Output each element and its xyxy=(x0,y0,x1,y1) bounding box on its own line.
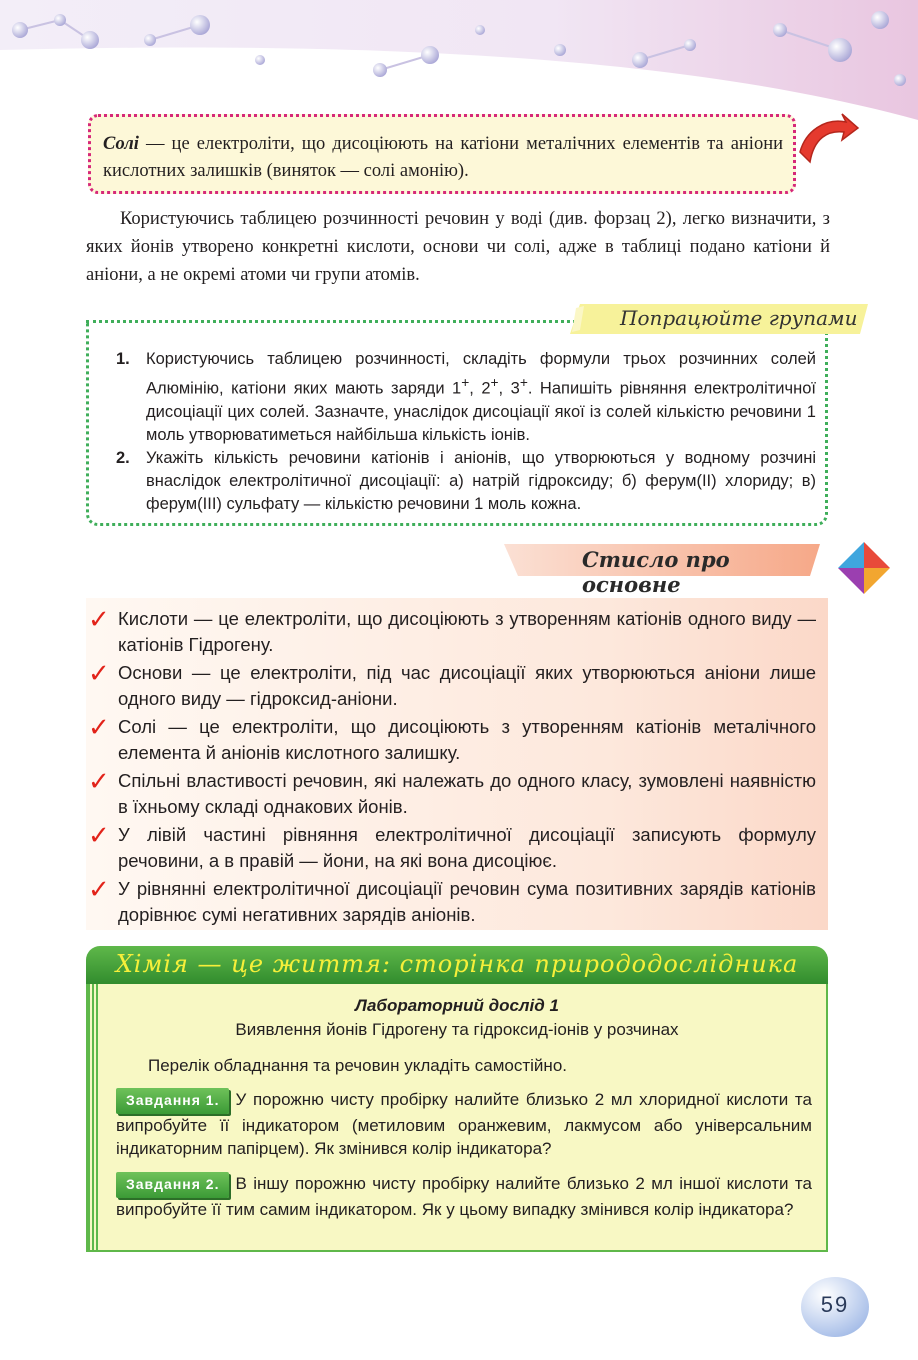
lab-task-1: Завдання 1. У порожню чисту пробірку налийте близько 2 мл хлоридної кислоти та випробуйте її індикатором (метиловим оранжевим, лакмусом або універсальним індикаторним папірцем). Як змінився колір індикатора? xyxy=(116,1090,812,1158)
list-item: 2. Укажіть кількість речовини катіонів і аніонів, що утворюються у водному розчині внаслідок електролітичної дисоціації: а) натрій гідроксиду; б) ферум(ІІ) хлориду; в) ферум(ІІІ) сульфату — кількістю речовини 1 моль кожна. xyxy=(116,448,816,513)
list-item: 1. Користуючись таблицею розчинності, складіть формули трьох розчинних солей Алюмінію, катіони яких мають заряди 1+, 2+, 3+. Напишіть рівняння електролітичної дисоціації цих солей. Зазначте, унаслідок дисоціації якої із солей кількістю речовини 1 моль утворюватиметься найбільша кількість іонів. xyxy=(116,350,816,444)
list-item: ✓ Солі — це електроліти, що дисоціюють з утворенням катіонів металічного елемента й аніонів кислотного залишку. xyxy=(88,714,816,766)
page-number: 59 xyxy=(820,1292,850,1317)
checkmark-icon: ✓ xyxy=(88,766,110,796)
page-number-badge xyxy=(800,1276,870,1338)
life-section-title: Хімія — це життя: сторінка природодослідника xyxy=(115,950,799,978)
curved-arrow-icon xyxy=(796,112,860,172)
task-badge: Завдання 1. xyxy=(116,1088,229,1114)
lab-subtitle: Виявлення йонів Гідрогену та гідроксид-іонів у розчинах xyxy=(235,1020,679,1039)
list-item: ✓ Спільні властивості речовин, які належать до одного класу, зумовлені наявністю в їхньому складі однакових йонів. xyxy=(88,768,816,820)
molecule-decoration xyxy=(0,0,918,120)
lab-title: Лабораторний дослід 1 xyxy=(355,996,559,1015)
list-item: ✓ У рівнянні електролітичної дисоціації речовин сума позитивних зарядів катіонів дорівнює сумі негативних зарядів аніонів. xyxy=(88,876,816,928)
life-section-header xyxy=(86,946,828,986)
lab-intro: Перелік обладнання та речовин укладіть самостійно. xyxy=(148,1056,567,1075)
list-item: ✓ Кислоти — це електроліти, що дисоціюють з утворенням катіонів одного виду — катіонів Гідрогену. xyxy=(88,606,816,658)
summary-title: Стисло про основне xyxy=(582,547,730,597)
definition-term: Солі xyxy=(103,134,139,154)
checkmark-icon: ✓ xyxy=(88,874,110,904)
checkmark-icon: ✓ xyxy=(88,604,110,634)
checkmark-icon: ✓ xyxy=(88,820,110,850)
body-paragraph: Користуючись таблицею розчинності речовин у воді (див. форзац 2), легко визначити, з яких йонів утворено конкретні кислоти, основи чи солі, адже в таблиці подано катіони й аніони, а не окремі атоми чи групи атомів. xyxy=(86,209,830,285)
summary-list xyxy=(88,606,816,930)
summary-banner xyxy=(504,540,824,597)
lab-task-2: Завдання 2. В іншу порожню чисту пробірку налийте близько 2 мл іншої кислоти та випробуйте її тим самим індикатором. Як у цьому випадку змінився колір індикатора? xyxy=(116,1174,812,1219)
definition-box xyxy=(88,114,796,194)
definition-text: Солі — це електроліти, що дисоціюють на катіони металічних елементів та аніони кислотних залишків (виняток — солі амонію). xyxy=(103,134,783,181)
checkmark-icon: ✓ xyxy=(88,658,110,688)
group-work-title: Попрацюйте групами xyxy=(620,306,858,330)
list-item: ✓ У лівій частині рівняння електролітичної дисоціації записують формулу речовини, а в правій — йони, на які вона дисоціює. xyxy=(88,822,816,874)
diamond-icon xyxy=(836,540,892,596)
checkmark-icon: ✓ xyxy=(88,712,110,742)
group-work-banner xyxy=(560,300,872,343)
list-item: ✓ Основи — це електроліти, під час дисоціації яких утворюються аніони лише одного виду — гідроксид-аніони. xyxy=(88,660,816,712)
group-task-list xyxy=(116,348,816,516)
task-badge: Завдання 2. xyxy=(116,1172,229,1198)
